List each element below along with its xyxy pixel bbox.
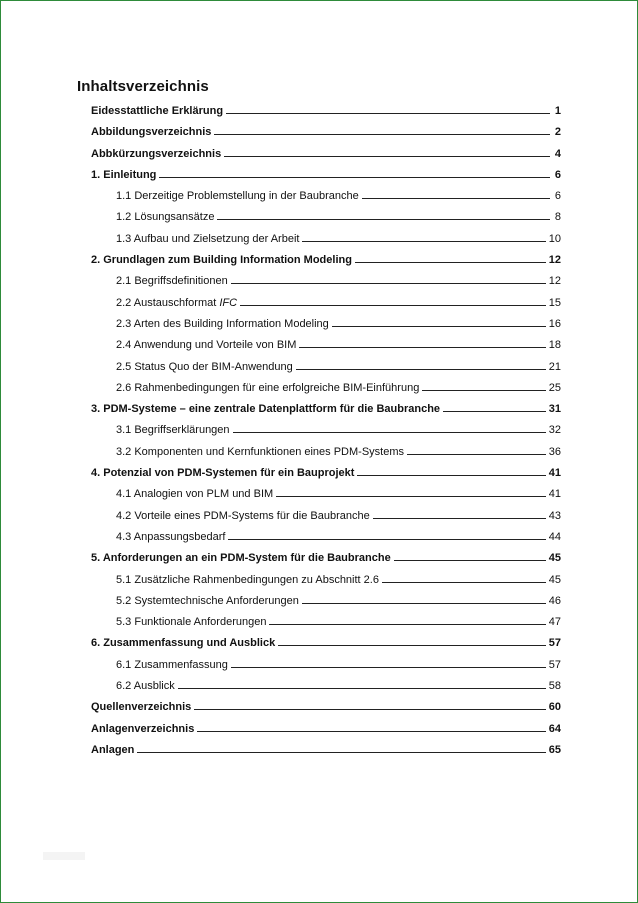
toc-entry-text — [116, 314, 329, 335]
toc-entry — [1, 590, 638, 611]
toc-leader-line — [217, 206, 550, 220]
toc-entry — [1, 377, 638, 398]
toc-entry-label: 5. Anforderungen an ein PDM-System für die Baubranche — [91, 552, 391, 565]
toc-entry-text — [91, 548, 391, 569]
toc-entry-line — [116, 569, 561, 590]
toc-entry-text — [116, 293, 237, 314]
toc-page-number: 31 — [548, 403, 561, 416]
toc-entry-label: Anlagenverzeichnis — [91, 722, 195, 735]
toc-page-number: 25 — [548, 381, 561, 394]
toc-leader-line — [214, 121, 550, 135]
toc-entry-text — [116, 527, 225, 548]
toc-entry-text — [91, 740, 134, 761]
toc-page-number: 57 — [548, 637, 561, 650]
toc-entry-text — [91, 101, 223, 122]
toc-entry-label: 3. PDM-Systeme – eine zentrale Datenplattform für die Baubranche — [91, 403, 441, 416]
toc-page-number: 47 — [548, 616, 561, 629]
toc-entry — [1, 292, 638, 313]
toc-entry-text — [116, 207, 214, 228]
toc-entry-label: 6. Zusammenfassung und Ausblick — [91, 637, 276, 650]
toc-page-number: 1 — [554, 105, 561, 117]
toc-entry — [1, 100, 638, 121]
toc-entry — [1, 121, 638, 142]
toc-page-number: 45 — [548, 573, 561, 586]
toc-entry-text — [116, 335, 296, 356]
toc-page-number: 65 — [548, 743, 561, 756]
toc-entry-line — [91, 739, 561, 760]
toc-entry-line — [91, 547, 561, 568]
toc-entry — [1, 185, 638, 206]
toc-leader-line — [224, 143, 550, 157]
toc-page-number: 46 — [548, 594, 561, 607]
toc-entry-text — [91, 697, 191, 718]
toc-page-number: 12 — [548, 254, 561, 267]
toc-entry-line — [116, 334, 561, 355]
toc-entry-line — [116, 526, 561, 547]
toc-entry — [1, 718, 638, 739]
toc-entry — [1, 483, 638, 504]
toc-leader-line — [302, 590, 546, 604]
toc-entry-line — [116, 675, 561, 696]
toc-entry — [1, 611, 638, 632]
toc-entry-line — [116, 590, 561, 611]
toc-page-number: 4 — [554, 147, 561, 160]
toc-leader-line — [373, 505, 546, 519]
toc-leader-line — [178, 675, 546, 689]
toc-entry-line — [116, 483, 561, 504]
toc-leader-line — [443, 398, 546, 412]
toc-entry-label: 2. Grundlagen zum Building Information Modeling — [91, 254, 352, 267]
toc-entry-text — [116, 357, 293, 378]
toc-entry-label: 6.1 Zusammenfassung — [116, 658, 228, 671]
toc-entry — [1, 462, 638, 483]
toc-entry-line — [91, 121, 561, 142]
toc-page-number: 10 — [548, 232, 561, 245]
toc-leader-line — [233, 419, 546, 433]
toc-entry — [1, 547, 638, 568]
toc-page-number: 41 — [548, 467, 561, 480]
toc-leader-line — [296, 356, 546, 370]
toc-entry-label: 3.1 Begriffserklärungen — [116, 424, 230, 437]
toc-entry-text — [116, 229, 299, 250]
toc-page-number: 44 — [548, 530, 561, 543]
toc-entry — [1, 505, 638, 526]
toc-entry-line — [91, 100, 561, 121]
toc-entry-text — [91, 633, 275, 654]
toc-page-number: 60 — [548, 701, 561, 714]
toc-leader-line — [269, 611, 545, 625]
toc-entry-text — [116, 420, 230, 441]
toc-entry-label: 4.3 Anpassungsbedarf — [116, 530, 226, 543]
toc-entry-label: 4.2 Vorteile eines PDM-Systems für die Baubranche — [116, 509, 370, 522]
toc-entry — [1, 206, 638, 227]
toc-page-number: 21 — [548, 360, 561, 373]
faint-mark — [43, 852, 85, 860]
toc-entry-label: Anlagen — [91, 743, 135, 756]
toc-entry-label: 4.1 Analogien von PLM und BIM — [116, 488, 274, 501]
toc-page-number: 64 — [548, 722, 561, 735]
toc-entry-line — [116, 654, 561, 675]
toc-leader-line — [137, 739, 545, 753]
toc-entry-line — [116, 419, 561, 440]
toc-entry-line — [116, 206, 561, 227]
toc-page-number: 18 — [548, 339, 561, 352]
toc-entry-line — [91, 164, 561, 185]
toc-leader-line — [362, 185, 550, 199]
toc-entry-label: Abbkürzungsverzeichnis — [91, 147, 222, 160]
toc-entry-text — [116, 676, 175, 697]
toc-entry-label: 2.1 Begriffsdefinitionen — [116, 275, 228, 288]
toc-page-number: 41 — [548, 488, 561, 501]
toc-leader-line — [231, 654, 546, 668]
toc-entry-line — [116, 292, 561, 313]
toc-entry-label: 2.3 Arten des Building Information Modeling — [116, 317, 329, 330]
toc-entry-label: Eidesstattliche Erklärung — [91, 105, 224, 117]
toc-page-number: 6 — [554, 190, 561, 203]
toc-entry-line — [116, 270, 561, 291]
toc-entry-label: 1.1 Derzeitige Problemstellung in der Baubranche — [116, 190, 359, 203]
toc-entry — [1, 249, 638, 270]
toc-entry-text — [91, 399, 440, 420]
toc-entry-line — [91, 696, 561, 717]
toc-leader-line — [228, 526, 545, 540]
toc-leader-line — [422, 377, 545, 391]
toc-entry-label: Quellenverzeichnis — [91, 701, 192, 714]
toc-entry-line — [91, 249, 561, 270]
toc-entry — [1, 313, 638, 334]
toc-leader-line — [332, 313, 546, 327]
toc-entry-text — [116, 612, 266, 633]
toc-entry-label: 1.2 Lösungsansätze — [116, 211, 215, 224]
toc-entry-line — [116, 441, 561, 462]
toc-entry — [1, 228, 638, 249]
toc-entry — [1, 696, 638, 717]
toc-leader-line — [226, 100, 550, 114]
toc-entry-line — [116, 313, 561, 334]
toc-entry — [1, 675, 638, 696]
toc-page-number: 12 — [548, 275, 561, 288]
toc-page-number: 15 — [548, 296, 561, 309]
toc-entry-label: 5.1 Zusätzliche Rahmenbedingungen zu Abschnitt 2.6 — [116, 573, 379, 586]
toc-entry-text — [116, 570, 379, 591]
toc-entry-label: 1.3 Aufbau und Zielsetzung der Arbeit — [116, 232, 300, 245]
toc-entry-text — [91, 719, 194, 740]
toc-entry-text — [116, 378, 419, 399]
toc-entry-label: 2.2 Austauschformat — [116, 296, 220, 309]
toc-leader-line — [276, 483, 546, 497]
toc-entry — [1, 164, 638, 185]
toc-entry-text — [116, 591, 299, 612]
toc-entry-text — [91, 463, 354, 484]
toc-page-number: 16 — [548, 317, 561, 330]
toc-entry-text — [91, 250, 352, 271]
toc-list — [1, 100, 638, 760]
toc-page-number: 2 — [554, 126, 561, 139]
toc-page-number: 32 — [548, 424, 561, 437]
toc-entry-text — [116, 655, 228, 676]
toc-entry-text — [116, 484, 273, 505]
toc-entry-label: Abbildungsverzeichnis — [91, 126, 212, 139]
toc-entry — [1, 569, 638, 590]
toc-entry-line — [91, 462, 561, 483]
toc-page-number: 8 — [554, 211, 561, 224]
toc-entry-line — [91, 398, 561, 419]
toc-leader-line — [231, 270, 546, 284]
toc-entry-line — [116, 611, 561, 632]
toc-entry — [1, 398, 638, 419]
toc-leader-line — [357, 462, 545, 476]
toc-title: Inhaltsverzeichnis — [77, 78, 209, 95]
toc-leader-line — [159, 164, 550, 178]
toc-leader-line — [240, 292, 546, 306]
toc-page-number: 45 — [548, 552, 561, 565]
toc-entry-label: 5.2 Systemtechnische Anforderungen — [116, 594, 299, 607]
toc-entry-text — [116, 271, 228, 292]
toc-entry-label: 3.2 Komponenten und Kernfunktionen eines PDM-Systems — [116, 445, 404, 458]
toc-entry-text — [91, 165, 156, 186]
toc-entry-italic: IFC — [219, 296, 238, 309]
toc-entry-label: 6.2 Ausblick — [116, 680, 175, 693]
toc-entry-label: 4. Potenzial von PDM-Systemen für ein Bauprojekt — [91, 467, 355, 480]
toc-entry — [1, 143, 638, 164]
toc-entry-label: 2.5 Status Quo der BIM-Anwendung — [116, 360, 293, 373]
toc-entry — [1, 270, 638, 291]
toc-entry-line — [116, 377, 561, 398]
toc-entry — [1, 654, 638, 675]
toc-page-number: 36 — [548, 445, 561, 458]
toc-entry-label: 2.4 Anwendung und Vorteile von BIM — [116, 339, 297, 352]
toc-entry-line — [116, 185, 561, 206]
toc-entry-line — [91, 143, 561, 164]
toc-entry-text — [91, 122, 211, 143]
toc-entry-line — [116, 228, 561, 249]
toc-page-number: 58 — [548, 680, 561, 693]
toc-leader-line — [194, 696, 545, 710]
toc-entry-line — [91, 718, 561, 739]
toc-entry — [1, 526, 638, 547]
toc-entry-text — [116, 506, 370, 527]
toc-entry — [1, 632, 638, 653]
toc-entry-text — [116, 186, 359, 207]
toc-entry — [1, 356, 638, 377]
toc-leader-line — [302, 228, 545, 242]
toc-leader-line — [299, 334, 545, 348]
toc-entry-text — [116, 442, 404, 463]
toc-entry-line — [116, 356, 561, 377]
toc-leader-line — [394, 547, 546, 561]
toc-leader-line — [278, 632, 546, 646]
toc-entry — [1, 419, 638, 440]
toc-entry — [1, 441, 638, 462]
toc-leader-line — [355, 249, 546, 263]
toc-entry-text — [91, 144, 221, 165]
toc-entry-line — [91, 632, 561, 653]
toc-leader-line — [407, 441, 546, 455]
toc-page-number: 57 — [548, 658, 561, 671]
toc-page-number: 6 — [554, 168, 561, 181]
toc-entry — [1, 334, 638, 355]
toc-entry-label: 2.6 Rahmenbedingungen für eine erfolgreiche BIM-Einführung — [116, 381, 420, 394]
toc-leader-line — [382, 569, 546, 583]
toc-entry-label: 1. Einleitung — [91, 168, 157, 181]
toc-entry-label: 5.3 Funktionale Anforderungen — [116, 616, 267, 629]
toc-entry — [1, 739, 638, 760]
toc-leader-line — [197, 718, 545, 732]
toc-page-number: 43 — [548, 509, 561, 522]
toc-entry-line — [116, 505, 561, 526]
